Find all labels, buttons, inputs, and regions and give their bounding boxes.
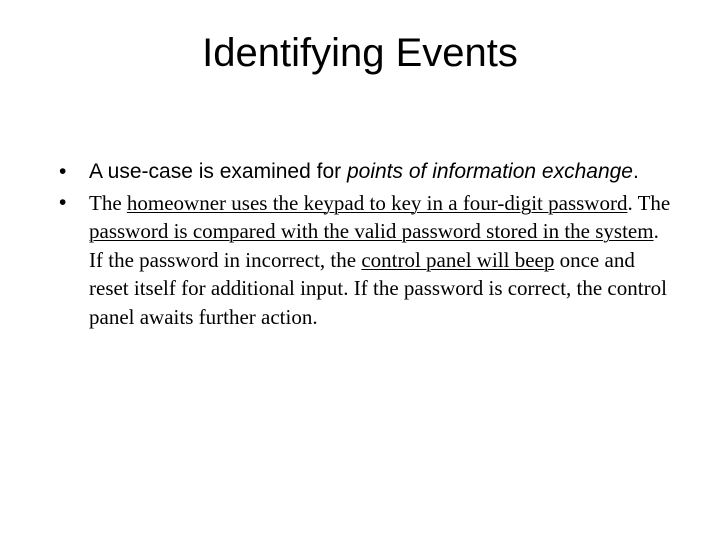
scenario-text: . The bbox=[627, 190, 671, 215]
scenario-text: . If the password in incorrect, the bbox=[89, 219, 659, 272]
bullet-dot-icon: • bbox=[59, 190, 67, 214]
bullet-text: . bbox=[632, 160, 639, 183]
emphasis-text: points of information exchange bbox=[346, 160, 633, 183]
bullet-dot-icon: • bbox=[59, 160, 67, 183]
bullet-list bbox=[52, 158, 672, 331]
underlined-event-homeowner-keypad: homeowner uses the keypad to key in a four-digit password bbox=[126, 190, 628, 215]
scenario-text: once and reset itself for additional input. If the password is correct, the control panel awaits further action. bbox=[89, 247, 667, 329]
bullet-text: A use-case is examined for bbox=[89, 160, 347, 183]
bullet-item-homeowner-scenario bbox=[52, 189, 672, 332]
slide-title: Identifying Events bbox=[202, 31, 518, 75]
scenario-text: The bbox=[89, 190, 127, 215]
underlined-event-control-panel-beep: control panel will beep bbox=[361, 247, 555, 272]
underlined-event-password-compared: password is compared with the valid password stored in the system bbox=[89, 219, 654, 243]
bullet-item-examine-use-case bbox=[52, 158, 672, 187]
